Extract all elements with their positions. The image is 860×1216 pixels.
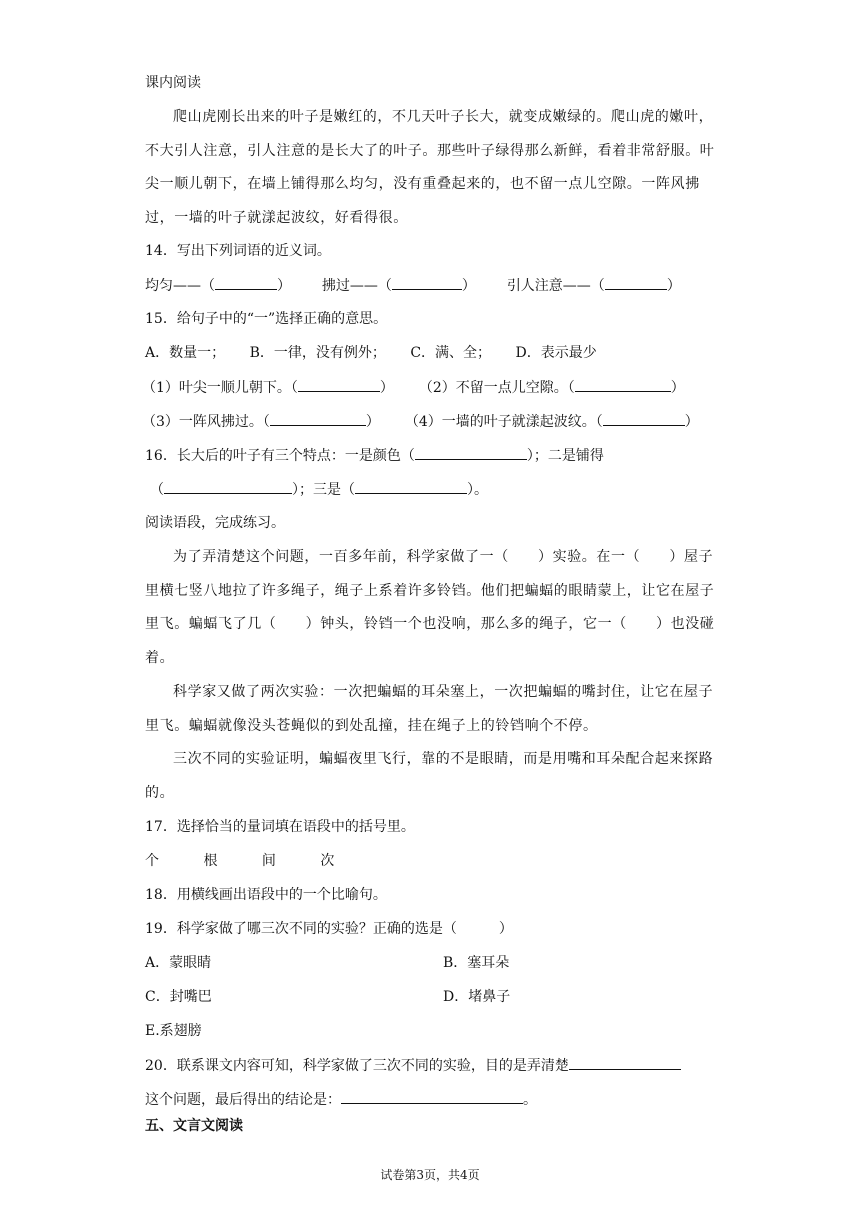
q14-word3: 引人注意——（ <box>506 278 605 294</box>
q19-option-e[interactable]: E.系翅膀 <box>145 1023 202 1039</box>
q15-blank1[interactable] <box>298 377 380 392</box>
q15-blank2[interactable] <box>575 377 671 392</box>
q17-words <box>145 851 334 871</box>
q14-close: ） <box>277 278 291 294</box>
passage-bat-p3: 三次不同的实验证明，蝙蝠夜里飞行，靠的不是眼睛，而是用嘴和耳朵配合起来探路的。 <box>145 751 714 801</box>
q15-s2: （2）不留一点儿空隙。（ <box>418 380 575 396</box>
q17-word: 间 <box>261 853 276 869</box>
q16-c: （ <box>150 482 164 498</box>
q15-close: ） <box>379 380 394 396</box>
q19-option-a[interactable]: A．蒙眼睛 <box>145 955 212 971</box>
q15-s4: （4）一墙的叶子就漾起波纹。（ <box>404 414 603 430</box>
q19-option-b[interactable]: B．塞耳朵 <box>443 955 510 971</box>
q15-close: ） <box>365 414 380 430</box>
q20-blank2[interactable] <box>341 1089 523 1104</box>
q15-row2 <box>142 411 699 432</box>
q15-close: ） <box>684 414 699 430</box>
q20-c: 。 <box>523 1092 537 1108</box>
q15-row1 <box>142 377 685 398</box>
q16-a: 16．长大后的叶子有三个特点：一是颜色（ <box>145 448 415 464</box>
q15-option-b: B．一律，没有例外； <box>249 345 386 361</box>
q16-e: ）。 <box>467 482 488 498</box>
q20-a: 20．联系课文内容可知，科学家做了三次不同的实验，目的是弄清楚 <box>145 1058 569 1074</box>
q16-blank3[interactable] <box>355 479 467 494</box>
q15-blank3[interactable] <box>270 411 366 426</box>
q14-stem: 14．写出下列词语的近义词。 <box>145 243 331 259</box>
q14-close: ） <box>461 278 476 294</box>
q15-options <box>145 343 597 363</box>
passage-bat-p1: 为了弄清楚这个问题，一百多年前，科学家做了一（ ）实验。在一（ ）屋子里横七竖八地拉了许多绳子，绳子上系着许多铃铛。他们把蝙蝠的眼睛蒙上，让它在屋子里飞。蝙蝠飞了几（ ）钟头，铃铛一个也没响，那么多的绳子，它一（ ）也没碰着。 <box>145 549 715 667</box>
section-title-classical: 五、文言文阅读 <box>145 1118 243 1134</box>
q18-stem: 18．用横线画出语段中的一个比喻句。 <box>145 887 387 903</box>
q16-b: ）；二是铺得 <box>526 448 604 464</box>
q20-line2 <box>145 1089 537 1110</box>
passage-bat-p2: 科学家又做了两次实验：一次把蝙蝠的耳朵塞上，一次把蝙蝠的嘴封住，让它在屋子里飞。蝙蝠就像没头苍蝇似的到处乱撞，挂在绳子上的铃铛响个不停。 <box>145 684 714 734</box>
q14-blank2[interactable] <box>392 275 462 290</box>
q20-line1 <box>145 1055 681 1076</box>
q15-s1: （1）叶尖一顺儿朝下。（ <box>142 380 298 396</box>
section-title-bat: 阅读语段，完成练习。 <box>145 515 285 531</box>
q16-blank1[interactable] <box>415 445 527 460</box>
q16-line2 <box>150 479 488 500</box>
q16-blank2[interactable] <box>164 479 292 494</box>
q14-blank1[interactable] <box>215 275 277 290</box>
q19-option-c[interactable]: C．封嘴巴 <box>145 989 212 1005</box>
q15-close: ） <box>670 380 685 396</box>
section-title-reading: 课内阅读 <box>145 75 201 91</box>
q20-blank1[interactable] <box>569 1055 681 1070</box>
q19-stem: 19．科学家做了哪三次不同的实验？正确的选是（ ） <box>145 921 513 937</box>
q16-line1 <box>145 445 604 466</box>
q14-word2: 拂过——（ <box>321 278 392 294</box>
page-footer: 试卷第3页，共4页 <box>380 1168 480 1182</box>
q17-word: 根 <box>203 853 218 869</box>
q15-option-d: D．表示最少 <box>515 345 597 361</box>
q17-stem: 17．选择恰当的量词填在语段中的括号里。 <box>145 819 415 835</box>
q14-answers <box>145 275 681 296</box>
q14-blank3[interactable] <box>605 275 667 290</box>
q14-word1: 均匀——（ <box>145 278 215 294</box>
q16-d: ）；三是（ <box>292 482 355 498</box>
q15-option-c: C．满、全； <box>410 345 492 361</box>
q20-b: 这个问题，最后得出的结论是： <box>145 1092 341 1108</box>
q14-close: ） <box>666 278 681 294</box>
q17-word: 个 <box>145 853 159 869</box>
q15-stem: 15．给句子中的“一”选择正确的意思。 <box>145 311 388 327</box>
q19-option-d[interactable]: D．堵鼻子 <box>443 989 511 1005</box>
q15-option-a: A．数量一； <box>145 345 226 361</box>
passage-ivy: 爬山虎刚长出来的叶子是嫩红的，不几天叶子长大，就变成嫩绿的。爬山虎的嫩叶，不大引人注意，引人注意的是长大了的叶子。那些叶子绿得那么新鲜，看着非常舒服。叶尖一顺儿朝下，在墙上铺得那么均匀，没有重叠起来的，也不留一点儿空隙。一阵风拂过，一墙的叶子就漾起波纹，好看得很。 <box>145 109 715 227</box>
q15-blank4[interactable] <box>603 411 685 426</box>
q17-word: 次 <box>320 853 335 869</box>
q15-s3: （3）一阵风拂过。（ <box>142 414 270 430</box>
